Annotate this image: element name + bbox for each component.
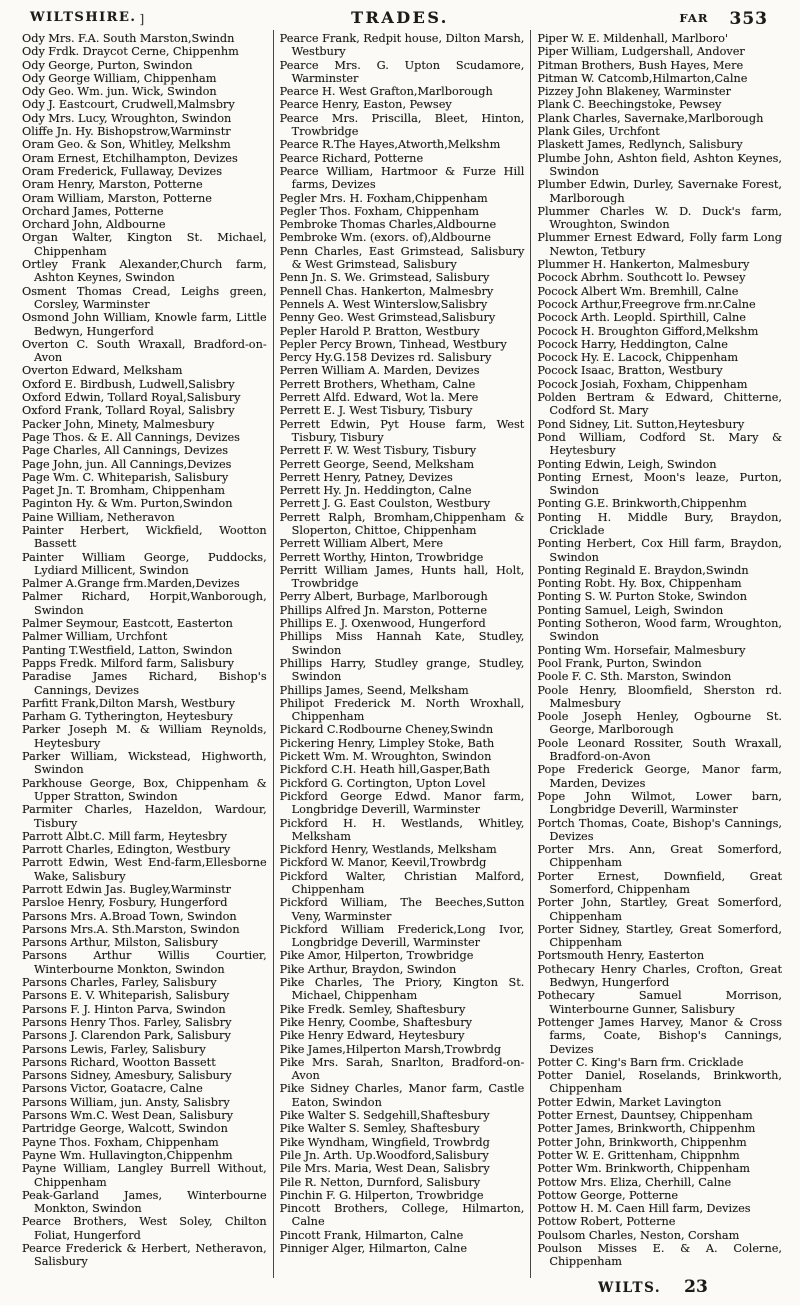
directory-entry: Paginton Hy. & Wm. Purton,Swindon <box>22 497 233 511</box>
directory-entry: Parsons Mrs.A. Sth.Marston, Swindon <box>22 922 240 936</box>
directory-entry: Pike Henry Edward, Heytesbury <box>279 1029 465 1043</box>
directory-entry: Ody George William, Chippenham <box>22 71 217 85</box>
directory-entry: Pickford Walter, Christian Malford, Chippenham <box>279 869 525 896</box>
directory-entry: Piper W. E. Mildenhall, Marlboro' <box>537 32 728 45</box>
directory-entry: Potter Ernest, Dauntsey, Chippenham <box>537 1109 753 1123</box>
footer-county-label: WILTS. <box>598 1280 662 1296</box>
running-head-section: TRADES. <box>351 8 449 27</box>
directory-entry: Parrott Charles, Edington, Westbury <box>22 843 231 857</box>
directory-entry: Penny Geo. West Grimstead,Salisbury <box>279 311 496 325</box>
directory-entry: Pickford H. H. Westlands, Whitley, Melksham <box>279 816 525 843</box>
directory-entry: Pinchin F. G. Hilperton, Trowbridge <box>279 1188 484 1202</box>
directory-entry: Oram Ernest, Etchilhampton, Devizes <box>22 151 238 165</box>
directory-entry: Pincott Brothers, College, Hilmarton, Calne <box>279 1202 525 1229</box>
directory-entry: Parsons Charles, Farley, Salisbury <box>22 976 217 990</box>
directory-entry: Poole Leonard Rossiter, South Wraxall, Bradford-on-Avon <box>537 736 783 764</box>
running-head-right <box>679 9 768 29</box>
directory-entry: Pocock Isaac, Bratton, Westbury <box>537 364 723 378</box>
directory-column-2 <box>273 30 531 1278</box>
directory-entry: Parsons Wm.C. West Dean, Salisbury <box>22 1109 234 1123</box>
directory-entry: Oram Frederick, Fullaway, Devizes <box>22 164 223 178</box>
directory-entry: Oram Geo. & Son, Whitley, Melkshm <box>22 138 231 152</box>
directory-entry: Pocock Arth. Leopld. Spirthill, Calne <box>537 311 746 325</box>
directory-entry: Packer John, Minety, Malmesbury <box>22 417 215 431</box>
directory-entry: Ody Geo. Wm. jun. Wick, Swindon <box>22 85 217 99</box>
directory-entry: Pope John Wilmot, Lower barn, Longbridge Deverill, Warminster <box>537 789 783 817</box>
directory-entry: Porter Mrs. Ann, Great Somerford, Chippenham <box>537 843 783 870</box>
directory-entry: Pike Fredk. Semley, Shaftesbury <box>279 1002 466 1016</box>
directory-entry: Parsons Richard, Wootton Bassett <box>22 1055 216 1069</box>
directory-entry: Pike Henry, Coombe, Shaftesbury <box>279 1015 472 1029</box>
directory-entry: Pickford William, The Beeches,Sutton Veny, Warminster <box>279 896 525 923</box>
directory-entry: Plumber Edwin, Durley, Savernake Forest, Marlborough <box>537 178 783 205</box>
directory-entry: Parsons J. Clarendon Park, Salisbury <box>22 1029 231 1043</box>
directory-entry: Palmer Richard, Horpit,Wanborough, Swindon <box>22 590 267 617</box>
directory-entry: Parsons Henry Thos. Farley, Salisbry <box>22 1015 232 1029</box>
directory-entry: Pickford C.H. Heath hill,Gasper,Bath <box>279 763 490 777</box>
directory-entry: Plank Charles, Savernake,Marlborough <box>537 111 764 125</box>
directory-entry: Pennell Chas. Hankerton, Malmesbry <box>279 284 494 298</box>
directory-entry: Perrett Brothers, Whetham, Calne <box>279 377 476 391</box>
directory-entry: Pegler Thos. Foxham, Chippenham <box>279 204 479 218</box>
directory-entry: Pearce Richard, Potterne <box>279 151 424 165</box>
directory-entry: Pike Arthur, Braydon, Swindon <box>279 962 457 976</box>
directory-entry: Parfitt Frank,Dilton Marsh, Westbury <box>22 696 235 710</box>
directory-entry: Payne Wm. Hullavington,Chippenhm <box>22 1148 233 1162</box>
directory-entry: Philipot Frederick M. North Wroxhall, Chippenham <box>279 696 525 724</box>
directory-entry: Oram Henry, Marston, Potterne <box>22 178 203 192</box>
directory-entry: Pool Frank, Purton, Swindon <box>537 656 702 670</box>
directory-entry: Portsmouth Henry, Easterton <box>537 949 705 963</box>
directory-entry: Penn Charles, East Grimstead, Salisbury & West Grimstead, Salisbury <box>279 244 525 272</box>
directory-entry: Pile Mrs. Maria, West Dean, Salisbry <box>279 1162 490 1176</box>
directory-entry: Pocock Harry, Heddington, Calne <box>537 337 728 351</box>
directory-entry: Painter Herbert, Wickfield, Wootton Bassett <box>22 523 267 551</box>
directory-entry: Pike Walter S. Sedgehill,Shaftesbury <box>279 1109 490 1123</box>
directory-entry: Ponting Samuel, Leigh, Swindon <box>537 603 724 617</box>
directory-entry: Pike Amor, Hilperton, Trowbridge <box>279 949 474 963</box>
directory-entry: Page John, jun. All Cannings,Devizes <box>22 457 232 471</box>
directory-entry: Pocock H. Broughton Gifford,Melkshm <box>537 324 759 338</box>
directory-entry: Organ Walter, Kington St. Michael, Chippenham <box>22 231 267 258</box>
directory-entry: Plank Giles, Urchfont <box>537 125 660 139</box>
directory-entry: Perrett Worthy, Hinton, Trowbridge <box>279 550 484 564</box>
directory-entry: Plaskett James, Redlynch, Salisbury <box>537 138 743 152</box>
directory-entry: Osmond John William, Knowle farm, Little Bedwyn, Hungerford <box>22 311 267 338</box>
directory-entry: Ody J. Eastcourt, Crudwell,Malmsbry <box>22 98 235 112</box>
directory-entry: Orchard John, Aldbourne <box>22 218 166 232</box>
directory-entry: Perrett Ralph, Bromham,Chippenham & Sloperton, Chittoe, Chippenham <box>279 510 525 537</box>
directory-entry: Potter Edwin, Market Lavington <box>537 1095 722 1109</box>
directory-entry: Pottenger James Harvey, Manor & Cross farms, Coate, Bishop's Cannings, Devizes <box>537 1015 783 1056</box>
directory-entry: Parkhouse George, Box, Chippenham & Upper Stratton, Swindon <box>22 776 267 803</box>
directory-entry: Pond Sidney, Lit. Sutton,Heytesbury <box>537 417 745 431</box>
directory-entry: Ponting Ernest, Moon's leaze, Purton, Swindon <box>537 470 783 498</box>
directory-entry: Pike Walter S. Semley, Shaftesbury <box>279 1122 480 1136</box>
running-head <box>0 7 800 29</box>
directory-entry: Ponting H. Middle Bury, Braydon, Cricklade <box>537 510 783 537</box>
directory-entry: Phillips Alfred Jn. Marston, Potterne <box>279 603 488 617</box>
directory-entry: Perrett George, Seend, Melksham <box>279 457 475 471</box>
directory-entry: Parsons E. V. Whiteparish, Salisbury <box>22 989 230 1003</box>
footer-signature-number: 23 <box>684 1277 708 1297</box>
directory-entry: Pickard C.Rodbourne Cheney,Swindn <box>279 723 494 737</box>
directory-entry: Orchard James, Potterne <box>22 204 164 218</box>
directory-entry: Perren William A. Marden, Devizes <box>279 364 480 378</box>
directory-entry: Perry Albert, Burbage, Marlborough <box>279 590 488 604</box>
directory-entry: Parrott Edwin Jas. Bugley,Warminstr <box>22 883 232 896</box>
directory-entry: Poulson Misses E. & A. Colerne, Chippenham <box>537 1242 783 1269</box>
directory-entry: Poole F. C. Sth. Marston, Swindon <box>537 670 732 684</box>
directory-entry: Pearce Frederick & Herbert, Netheravon, Salisbury <box>22 1242 267 1269</box>
directory-entry: Payne William, Langley Burrell Without, Chippenham <box>22 1162 267 1189</box>
directory-entry: Ponting Herbert, Cox Hill farm, Braydon, Swindon <box>537 537 783 564</box>
directory-entry: Pegler Mrs. H. Foxham,Chippenham <box>279 191 488 205</box>
directory-columns <box>16 30 788 1278</box>
directory-entry: Pitman Brothers, Bush Hayes, Mere <box>537 58 744 72</box>
directory-entry: Oliffe Jn. Hy. Bishopstrow,Warminstr <box>22 125 231 139</box>
directory-entry: Percy Hy.G.158 Devizes rd. Salisbury <box>279 351 492 365</box>
directory-entry: Plummer Ernest Edward, Folly farm Long Newton, Tetbury <box>537 231 783 258</box>
directory-entry: Pearce William, Hartmoor & Furze Hill farms, Devizes <box>279 164 525 192</box>
catchword: FAR <box>679 11 709 25</box>
directory-entry: Potter James, Brinkworth, Chippenhm <box>537 1122 756 1136</box>
directory-entry: Pocock Albert Wm. Bremhill, Calne <box>537 284 739 298</box>
directory-entry: Peak-Garland James, Winterbourne Monkton, Swindon <box>22 1188 267 1216</box>
directory-entry: Ody Mrs. F.A. South Marston,Swindn <box>22 32 235 45</box>
directory-entry: Pickett Wm. M. Wroughton, Swindon <box>279 750 492 764</box>
directory-entry: Parrott Albt.C. Mill farm, Heytesbry <box>22 829 228 843</box>
directory-entry: Pope Frederick George, Manor farm, Marden, Devizes <box>537 763 783 790</box>
directory-entry: Phillips E. J. Oxenwood, Hungerford <box>279 617 486 631</box>
directory-entry: Parmiter Charles, Hazeldon, Wardour, Tisbury <box>22 803 267 830</box>
directory-entry: Phillips James, Seend, Melksham <box>279 683 469 697</box>
directory-entry: Pincott Frank, Hilmarton, Calne <box>279 1228 464 1242</box>
directory-entry: Partridge George, Walcott, Swindon <box>22 1122 228 1136</box>
directory-entry: Poole Henry, Bloomfield, Sherston rd. Malmesbury <box>537 683 783 710</box>
directory-entry: Parrott Edwin, West End-farm,Ellesborne Wake, Salisbury <box>22 856 267 883</box>
directory-entry: Pocock Hy. E. Lacock, Chippenham <box>537 351 739 365</box>
directory-entry: Parsons William, jun. Ansty, Salisbry <box>22 1095 230 1109</box>
directory-entry: Perrett Henry, Patney, Devizes <box>279 470 453 484</box>
directory-entry: Pickford W. Manor, Keevil,Trowbrdg <box>279 856 487 870</box>
directory-entry: Pearce Mrs. G. Upton Scudamore, Warminster <box>279 58 525 85</box>
directory-entry: Palmer William, Urchfont <box>22 630 168 644</box>
directory-entry: Parsons Sidney, Amesbury, Salisbury <box>22 1069 232 1083</box>
directory-entry: Panting T.Westfield, Latton, Swindon <box>22 643 233 657</box>
directory-entry: Pennels A. West Winterslow,Salisbry <box>279 297 488 311</box>
directory-entry: Phillips Harry, Studley grange, Studley, Swindon <box>279 656 525 684</box>
directory-entry: Perrett F. W. West Tisbury, Tisbury <box>279 444 477 458</box>
directory-entry: Overton C. South Wraxall, Bradford-on-Avon <box>22 337 267 365</box>
directory-entry: Poole Joseph Henley, Ogbourne St. George, Marlborough <box>537 710 783 737</box>
directory-entry: Pottow Robert, Potterne <box>537 1215 676 1229</box>
directory-column-3 <box>530 30 788 1278</box>
directory-entry: Paget Jn. T. Bromham, Chippenham <box>22 484 225 498</box>
directory-entry: Painter William George, Puddocks, Lydiard Millicent, Swindon <box>22 550 267 577</box>
page-footer <box>533 1277 773 1297</box>
directory-entry: Pembroke Thomas Charles,Aldbourne <box>279 218 497 232</box>
directory-entry: Osment Thomas Cread, Leighs green, Corsley, Warminster <box>22 284 267 311</box>
directory-entry: Perrett Hy. Jn. Heddington, Calne <box>279 484 472 498</box>
directory-entry: Ponting S. W. Purton Stoke, Swindon <box>537 590 748 604</box>
directory-entry: Ortley Frank Alexander,Church farm, Ashton Keynes, Swindon <box>22 258 267 285</box>
directory-entry: Page Charles, All Cannings, Devizes <box>22 444 229 458</box>
directory-entry: Ponting Reginald E. Braydon,Swindn <box>537 563 749 577</box>
directory-entry: Porter Sidney, Startley, Great Somerford, Chippenham <box>537 922 783 950</box>
directory-entry: Pearce Mrs. Priscilla, Bleet, Hinton, Trowbridge <box>279 111 525 139</box>
directory-entry: Payne Thos. Foxham, Chippenham <box>22 1135 219 1149</box>
directory-entry: Potter John, Brinkworth, Chippenhm <box>537 1135 747 1149</box>
directory-entry: Papps Fredk. Milford farm, Salisbury <box>22 656 235 670</box>
directory-entry: Ponting Wm. Horsefair, Malmesbury <box>537 643 746 657</box>
directory-entry: Page Thos. & E. All Cannings, Devizes <box>22 430 240 444</box>
directory-entry: Palmer Seymour, Eastcott, Easterton <box>22 617 233 631</box>
directory-entry: Pothecary Samuel Morrison, Winterbourne Gunner, Salisbury <box>537 989 783 1016</box>
directory-entry: Paradise James Richard, Bishop's Cannings, Devizes <box>22 670 267 697</box>
directory-entry: Parsloe Henry, Fosbury, Hungerford <box>22 896 228 910</box>
directory-entry: Pike Wyndham, Wingfield, Trowbrdg <box>279 1135 490 1149</box>
directory-entry: Pocock Abrhm. Southcott lo. Pewsey <box>537 271 746 285</box>
directory-entry: Potter C. King's Barn frm. Cricklade <box>537 1055 744 1069</box>
directory-entry: Pocock Josiah, Foxham, Chippenham <box>537 377 748 391</box>
directory-entry: Pembroke Wm. (exors. of),Aldbourne <box>279 231 491 245</box>
directory-entry: Ody George, Purton, Swindon <box>22 58 193 72</box>
county-label: WILTSHIRE. <box>30 10 137 25</box>
directory-entry: Parker William, Wickstead, Highworth, Swindon <box>22 750 267 777</box>
directory-entry: Potter W. E. Grittenham, Chippnhm <box>537 1148 740 1162</box>
directory-entry: Pitman W. Catcomb,Hilmarton,Calne <box>537 71 748 85</box>
directory-entry: Parsons Victor, Goatacre, Calne <box>22 1082 203 1096</box>
directory-entry: Pearce H. West Grafton,Marlborough <box>279 85 493 99</box>
directory-entry: Pottow Mrs. Eliza, Cherhill, Calne <box>537 1175 732 1189</box>
directory-entry: Pearce Brothers, West Soley, Chilton Foliat, Hungerford <box>22 1215 267 1242</box>
directory-entry: Perritt William James, Hunts hall, Holt, Trowbridge <box>279 563 525 591</box>
directory-entry: Pike James,Hilperton Marsh,Trowbrdg <box>279 1042 502 1056</box>
page-number: 353 <box>729 9 768 29</box>
directory-entry: Pike Sidney Charles, Manor farm, Castle Eaton, Swindon <box>279 1082 525 1109</box>
directory-entry: Pile Jn. Arth. Up.Woodford,Salisbury <box>279 1148 489 1162</box>
directory-entry: Phillips Miss Hannah Kate, Studley, Swindon <box>279 630 525 657</box>
directory-entry: Poulsom Charles, Neston, Corsham <box>537 1228 740 1242</box>
directory-entry: Perrett J. G. East Coulston, Westbury <box>279 497 491 511</box>
directory-entry: Pile R. Netton, Durnford, Salisbury <box>279 1175 481 1189</box>
directory-entry: Parsons Arthur Willis Courtier, Winterbourne Monkton, Swindon <box>22 949 267 976</box>
directory-entry: Paine William, Netheravon <box>22 510 175 524</box>
directory-entry: Perrett Edwin, Pyt House farm, West Tisbury, Tisbury <box>279 417 525 444</box>
directory-entry: Ponting Edwin, Leigh, Swindon <box>537 457 717 471</box>
directory-entry: Perrett E. J. West Tisbury, Tisbury <box>279 404 473 418</box>
directory-entry: Parsons F. J. Hinton Parva, Swindon <box>22 1002 226 1016</box>
directory-entry: Parsons Lewis, Farley, Salisbury <box>22 1042 206 1056</box>
directory-entry: Piper William, Ludgershall, Andover <box>537 45 745 59</box>
directory-entry: Porter John, Startley, Great Somerford, Chippenham <box>537 896 783 923</box>
directory-entry: Potter Wm. Brinkworth, Chippenham <box>537 1162 750 1176</box>
directory-entry: Parsons Mrs. A.Broad Town, Swindon <box>22 909 237 923</box>
directory-entry: Porter Ernest, Downfield, Great Somerford, Chippenham <box>537 869 783 896</box>
directory-entry: Ody Mrs. Lucy, Wroughton, Swindon <box>22 111 232 125</box>
directory-entry: Potter Daniel, Roselands, Brinkworth, Chippenham <box>537 1069 783 1096</box>
directory-entry: Pickford William Frederick,Long Ivor, Longbridge Deverill, Warminster <box>279 922 525 950</box>
scan-artifact-bracket: ] <box>139 12 145 26</box>
directory-entry: Oxford E. Birdbush, Ludwell,Salisbry <box>22 377 235 391</box>
directory-entry: Pickford George Edwd. Manor farm, Longbridge Deverill, Warminster <box>279 789 525 817</box>
directory-entry: Penn Jn. S. We. Grimstead, Salisbury <box>279 271 490 285</box>
directory-entry: Pond William, Codford St. Mary & Heytesbury <box>537 430 783 458</box>
directory-entry: Oxford Frank, Tollard Royal, Salisbry <box>22 404 235 418</box>
directory-entry: Pickford G. Cortington, Upton Lovel <box>279 776 486 790</box>
directory-entry: Pepler Harold P. Bratton, Westbury <box>279 324 480 338</box>
directory-entry: Oram William, Marston, Potterne <box>22 191 212 205</box>
directory-entry: Pothecary Henry Charles, Crofton, Great Bedwyn, Hungerford <box>537 962 783 990</box>
directory-entry: Pike Mrs. Sarah, Snarlton, Bradford-on-Avon <box>279 1055 525 1083</box>
directory-entry: Pocock Arthur,Freegrove frm.nr.Calne <box>537 297 756 311</box>
directory-entry: Overton Edward, Melksham <box>22 364 183 378</box>
directory-entry: Portch Thomas, Coate, Bishop's Cannings, Devizes <box>537 816 783 843</box>
directory-entry: Plummer Charles W. D. Duck's farm, Wroughton, Swindon <box>537 204 783 232</box>
directory-entry: Parham G. Tytherington, Heytesbury <box>22 710 233 724</box>
directory-entry: Ponting G.E. Brinkworth,Chippenhm <box>537 497 747 511</box>
directory-entry: Ody Frdk. Draycot Cerne, Chippenhm <box>22 45 239 59</box>
directory-entry: Plumbe John, Ashton field, Ashton Keynes, Swindon <box>537 151 783 178</box>
directory-entry: Plummer H. Hankerton, Malmesbury <box>537 258 750 272</box>
directory-entry: Parker Joseph M. & William Reynolds, Heytesbury <box>22 723 267 750</box>
directory-entry: Polden Bertram & Edward, Chitterne, Codford St. Mary <box>537 391 783 418</box>
directory-entry: Pottow H. M. Caen Hill farm, Devizes <box>537 1202 751 1216</box>
directory-entry: Plank C. Beechingstoke, Pewsey <box>537 98 722 112</box>
directory-entry: Pinniger Alger, Hilmarton, Calne <box>279 1242 468 1256</box>
directory-entry: Pizzey John Blakeney, Warminster <box>537 85 731 99</box>
directory-entry: Pearce Frank, Redpit house, Dilton Marsh, Westbury <box>279 32 525 59</box>
directory-entry: Palmer A.Grange frm.Marden,Devizes <box>22 577 240 591</box>
directory-entry: Oxford Edwin, Tollard Royal,Salisbury <box>22 391 241 405</box>
directory-entry: Pickering Henry, Limpley Stoke, Bath <box>279 736 495 750</box>
directory-column-1 <box>16 30 273 1278</box>
directory-entry: Pike Charles, The Priory, Kington St. Michael, Chippenham <box>279 976 525 1003</box>
directory-entry: Perrett William Albert, Mere <box>279 537 444 551</box>
directory-entry: Pepler Percy Brown, Tinhead, Westbury <box>279 337 507 351</box>
directory-entry: Pickford Henry, Westlands, Melksham <box>279 843 497 857</box>
directory-entry: Ponting Robt. Hy. Box, Chippenham <box>537 577 742 591</box>
directory-entry: Pottow George, Potterne <box>537 1188 679 1202</box>
directory-entry: Page Wm. C. Whiteparish, Salisbury <box>22 470 229 484</box>
directory-entry: Ponting Sotheron, Wood farm, Wroughton, Swindon <box>537 617 783 644</box>
directory-entry: Perrett Alfd. Edward, Wot la. Mere <box>279 391 479 405</box>
directory-entry: Pearce R.The Hayes,Atworth,Melkshm <box>279 138 501 152</box>
directory-entry: Pearce Henry, Easton, Pewsey <box>279 98 452 112</box>
directory-entry: Parsons Arthur, Milston, Salisbury <box>22 936 219 950</box>
